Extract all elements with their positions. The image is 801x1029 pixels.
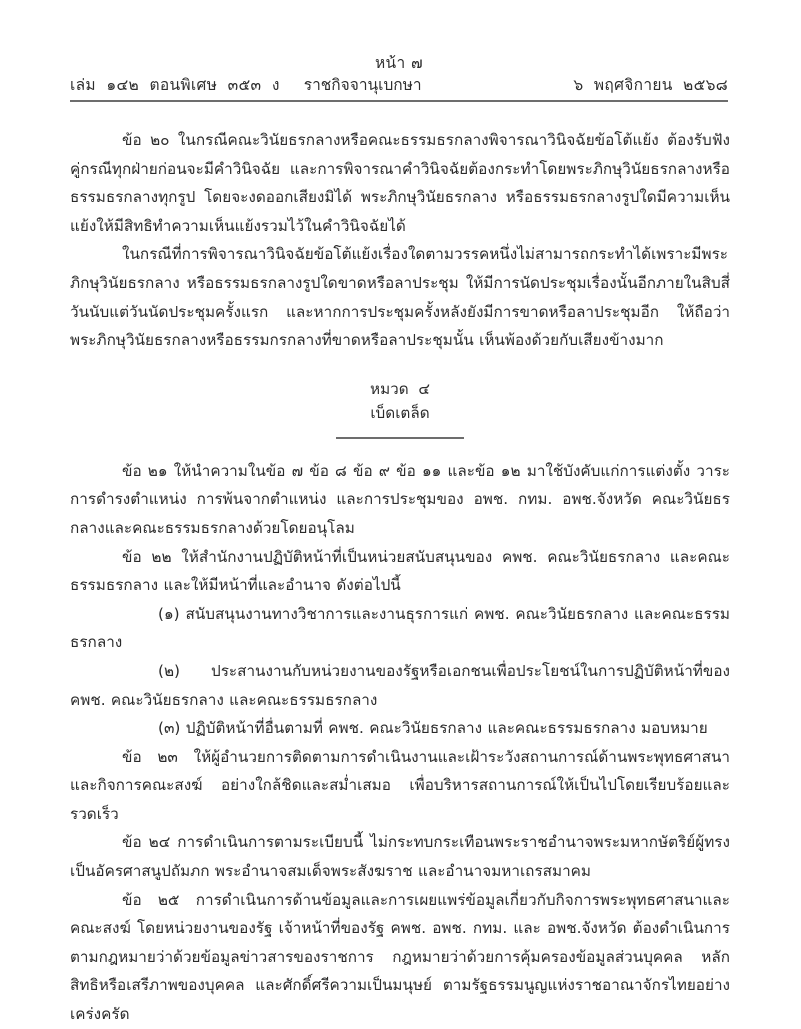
clause-23-paragraph: ข้อ ๒๓ ให้ผู้อำนวยการติดตามการดำเนินงานและเฝ้าระวังสถานการณ์ด้านพระพุทธศาสนาและกิจการคณะสงฆ์ อย่างใกล้ชิดและสม่ำเสมอ เพื่อบริหารสถานการณ์ให้เป็นไปโดยเรียบร้อยและรวดเร็ว — [70, 747, 730, 823]
clause-24-paragraph: ข้อ ๒๔ การดำเนินการตามระเบียบนี้ ไม่กระทบกระเทือนพระราชอำนาจพระมหากษัตริย์ผู้ทรงเป็นอัครศาสนูปถัมภก พระอำนาจสมเด็จพระสังฆราช และอำนาจมหาเถรสมาคม — [70, 833, 730, 881]
chapter-divider — [336, 437, 464, 439]
chapter-number: หมวด ๔ — [370, 379, 430, 398]
chapter-heading-block — [70, 377, 730, 439]
clause-22-item-1: (๑) สนับสนุนงานทางวิชาการและงานธุรการแก่ คพช. คณะวินัยธรกลาง และคณะธรรมธรกลาง — [70, 604, 730, 652]
masthead-divider — [70, 100, 728, 102]
page-number-label: หน้า ๗ — [374, 54, 424, 72]
clause-25-paragraph: ข้อ ๒๕ การดำเนินการด้านข้อมูลและการเผยแพร่ข้อมูลเกี่ยวกับกิจการพระพุทธศาสนาและคณะสงฆ์ โดยหน่วยงานของรัฐ เจ้าหน้าที่ของรัฐ คพช. อพช. กทม. และ อพช.จังหวัด ต้องดำเนินการตามกฎหมายว่าด้วยข้อมูลข่าวสารของราชการ กฎหมายว่าด้วยการคุ้มครองข้อมูลส่วนบุคคล หลักสิทธิหรือเสรีภาพของบุคคล และศักดิ์ศรีความเป็นมนุษย์ ตามรัฐธรรมนูญแห่งราชอาณาจักรไทยอย่างเคร่งครัด — [70, 890, 730, 1024]
clause-21-paragraph: ข้อ ๒๑ ให้นำความในข้อ ๗ ข้อ ๘ ข้อ ๙ ข้อ ๑๑ และข้อ ๑๒ มาใช้บังคับแก่การแต่งตั้ง วาระการดำรงตำแหน่ง การพ้นจากตำแหน่ง และการประชุมของ อพช. กทม. อพช.จังหวัด คณะวินัยธรกลางและคณะธรรมธรกลางด้วยโดยอนุโลม — [70, 461, 730, 537]
masthead-volume: เล่ม ๑๔๒ ตอนพิเศษ ๓๕๓ ง — [70, 76, 280, 95]
masthead-date: ๖ พฤศจิกายน ๒๕๖๘ — [573, 76, 728, 95]
page-masthead — [70, 54, 728, 102]
masthead-row — [70, 75, 728, 95]
clause-20-paragraph-2: ในกรณีที่การพิจารณาวินิจฉัยข้อโต้แย้งเรื่องใดตามวรรคหนึ่งไม่สามารถกระทำได้เพราะมีพระภิกษุวินัยธรกลาง หรือธรรมธรกลางรูปใดขาดหรือลาประชุม ให้มีการนัดประชุมเรื่องนั้นอีกภายในสิบสี่วันนับแต่วันนัดประชุมครั้งแรก และหากการประชุมครั้งหลังยังมีการขาดหรือลาประชุมอีก ให้ถือว่าพระภิกษุวินัยธรกลางหรือธรรมกรกลางที่ขาดหรือลาประชุมนั้น เห็นพ้องด้วยกับเสียงข้างมาก — [70, 245, 730, 350]
document-body — [70, 126, 730, 1029]
chapter-title: เบ็ดเตล็ด — [370, 403, 430, 422]
clause-22-item-2: (๒) ประสานงานกับหน่วยงานของรัฐหรือเอกชนเพื่อประโยชน์ในการปฏิบัติหน้าที่ของ คพช. คณะวินัยธรกลาง และคณะธรรมธรกลาง — [70, 661, 730, 709]
masthead-publication-title: ราชกิจจานุเบกษา — [303, 76, 422, 95]
clause-22-item-3: (๓) ปฏิบัติหน้าที่อื่นตามที่ คพช. คณะวินัยธรกลาง และคณะธรรมธรกลาง มอบหมาย — [158, 719, 708, 738]
clause-20-paragraph-1: ข้อ ๒๐ ในกรณีคณะวินัยธรกลางหรือคณะธรรมธรกลางพิจารณาวินิจฉัยข้อโต้แย้ง ต้องรับฟังคู่กรณีทุกฝ่ายก่อนจะมีคำวินิจฉัย และการพิจารณาคำวินิจฉัยต้องกระทำโดยพระภิกษุวินัยธรกลางหรือธรรมธรกลางทุกรูป โดยจะงดออกเสียงมิได้ พระภิกษุวินัยธรกลาง หรือธรรมธรกลางรูปใดมีความเห็นแย้งให้มีสิทธิทำความเห็นแย้งรวมไว้ในคำวินิจฉัยได้ — [70, 131, 730, 235]
clause-22-paragraph: ข้อ ๒๒ ให้สำนักงานปฏิบัติหน้าที่เป็นหน่วยสนับสนุนของ คพช. คณะวินัยธรกลาง และคณะธรรมธรกลาง และให้มีหน้าที่และอำนาจ ดังต่อไปนี้ — [70, 547, 730, 595]
